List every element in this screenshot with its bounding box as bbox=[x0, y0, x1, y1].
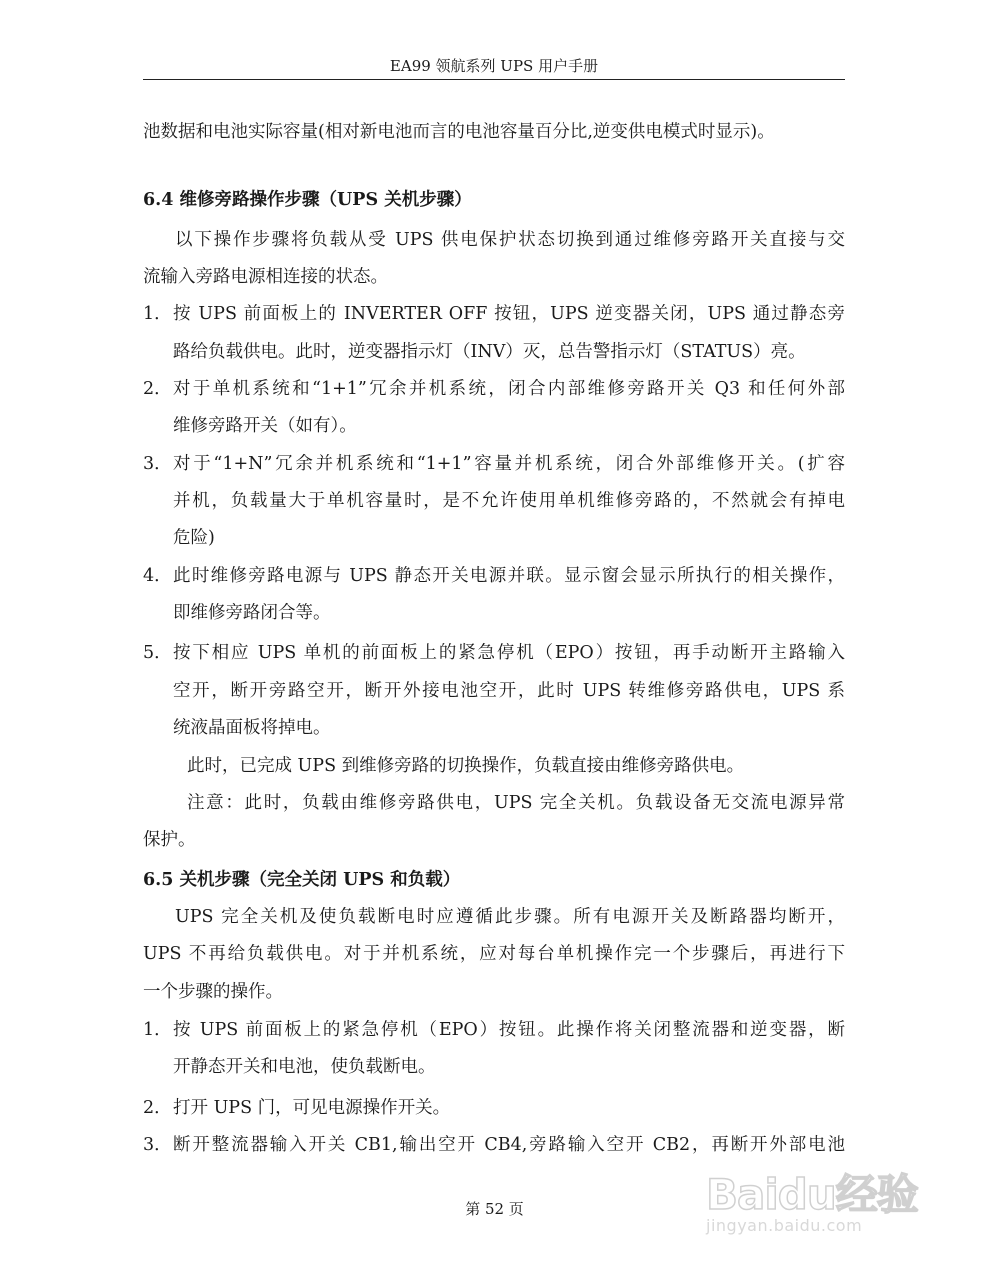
step-number: 1． bbox=[143, 304, 172, 324]
step-text-line: 打开 UPS 门，可见电源操作开关。 bbox=[173, 1098, 451, 1118]
step-6-4-5-cont-2: 统液晶面板将掉电。 bbox=[173, 718, 331, 738]
section-6-5-intro-line-2: UPS 不再给负载供电。对于并机系统，应对每台单机操作完一个步骤后，再进行下 bbox=[143, 944, 845, 964]
step-6-4-4-cont: 即维修旁路闭合等。 bbox=[173, 603, 331, 623]
section-6-5-heading: 6.5 关机步骤（完全关闭 UPS 和负载） bbox=[143, 870, 461, 890]
running-header: EA99 领航系列 UPS 用户手册 bbox=[389, 57, 599, 75]
page-number: 第 52 页 bbox=[465, 1200, 524, 1218]
conclusion-paragraph: 此时，已完成 UPS 到维修旁路的切换操作，负载直接由维修旁路供电。 bbox=[187, 756, 745, 776]
step-number: 4． bbox=[143, 566, 172, 586]
section-6-4-intro-line-1: 以下操作步骤将负载从受 UPS 供电保护状态切换到通过维修旁路开关直接与交 bbox=[175, 230, 845, 250]
step-6-5-1-cont: 开静态开关和电池，使负载断电。 bbox=[173, 1057, 436, 1077]
continued-paragraph: 池数据和电池实际容量(相对新电池而言的电池容量百分比,逆变供电模式时显示)。 bbox=[143, 122, 775, 142]
section-6-4-heading: 6.4 维修旁路操作步骤（UPS 关机步骤） bbox=[143, 190, 472, 210]
section-6-5-intro-line-1: UPS 完全关机及使负载断电时应遵循此步骤。所有电源开关及断路器均断开， bbox=[175, 907, 845, 927]
watermark-url: jingyan.baidu.com bbox=[706, 1216, 863, 1235]
section-6-4-intro-line-2: 流输入旁路电源相连接的状态。 bbox=[143, 267, 388, 287]
section-6-5-intro-line-3: 一个步骤的操作。 bbox=[143, 982, 283, 1002]
step-number: 2． bbox=[143, 1098, 172, 1118]
note-line-1: 注意：此时，负载由维修旁路供电，UPS 完全关机。负载设备无交流电源异常 bbox=[187, 793, 845, 813]
header-rule bbox=[143, 79, 845, 80]
step-number: 2． bbox=[143, 379, 172, 399]
note-line-2: 保护。 bbox=[143, 830, 196, 850]
step-number: 3． bbox=[143, 1135, 172, 1155]
step-6-4-3-cont-1: 并机，负载量大于单机容量时，是不允许使用单机维修旁路的，不然就会有掉电 bbox=[173, 491, 845, 511]
step-6-4-3-cont-2: 危险) bbox=[173, 528, 215, 548]
step-text-line: 断开整流器输入开关 CB1,输出空开 CB4,旁路输入空开 CB2，再断开外部电池 bbox=[173, 1135, 845, 1155]
watermark-logo: Baidu经验 bbox=[706, 1170, 918, 1219]
step-text-line: 对于单机系统和“1+1”冗余并机系统，闭合内部维修旁路开关 Q3 和任何外部 bbox=[173, 379, 845, 399]
step-text-line: 对于“1+N”冗余并机系统和“1+1”容量并机系统，闭合外部维修开关。(扩容 bbox=[173, 454, 845, 474]
step-number: 5． bbox=[143, 643, 172, 663]
step-text-line: 此时维修旁路电源与 UPS 静态开关电源并联。显示窗会显示所执行的相关操作， bbox=[173, 566, 845, 586]
step-6-4-5-cont-1: 空开，断开旁路空开，断开外接电池空开，此时 UPS 转维修旁路供电，UPS 系 bbox=[173, 681, 845, 701]
step-number: 3． bbox=[143, 454, 172, 474]
step-text-line: 按 UPS 前面板上的紧急停机（EPO）按钮。此操作将关闭整流器和逆变器，断 bbox=[173, 1020, 845, 1040]
step-text-line: 按 UPS 前面板上的 INVERTER OFF 按钮，UPS 逆变器关闭，UPS 通过静态旁 bbox=[173, 304, 845, 324]
step-6-4-1-cont: 路给负载供电。此时，逆变器指示灯（INV）灭，总告警指示灯（STATUS）亮。 bbox=[173, 342, 806, 362]
step-number: 1． bbox=[143, 1020, 172, 1040]
step-6-4-2-cont: 维修旁路开关（如有）。 bbox=[173, 416, 357, 436]
step-text-line: 按下相应 UPS 单机的前面板上的紧急停机（EPO）按钮，再手动断开主路输入 bbox=[173, 643, 845, 663]
